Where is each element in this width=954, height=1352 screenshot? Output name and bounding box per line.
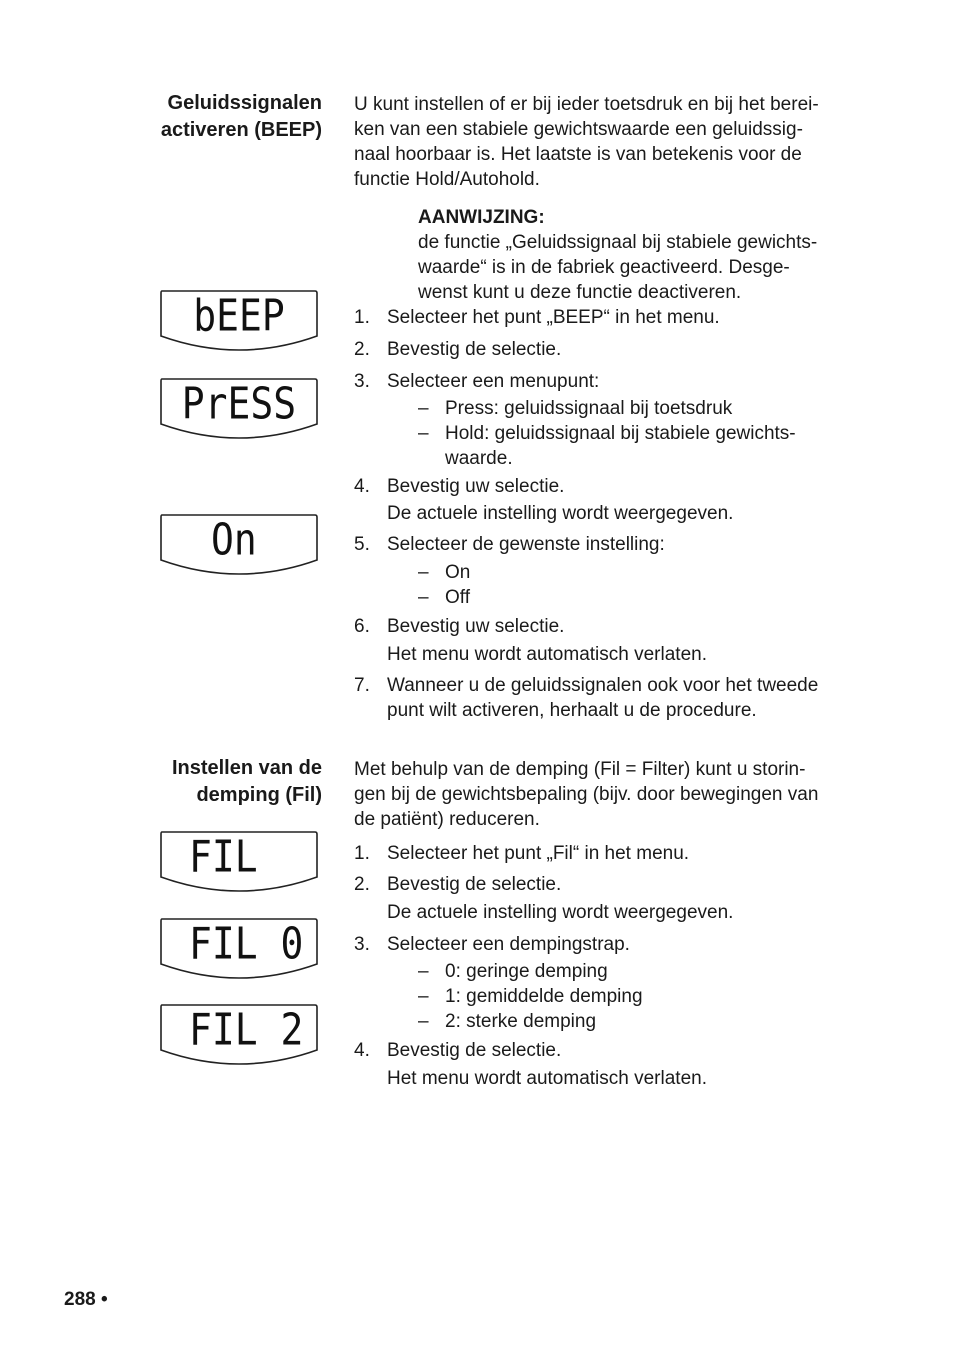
step-line: De actuele instelling wordt weergegeven.: [387, 503, 734, 524]
step-line: De actuele instelling wordt weergegeven.: [387, 902, 734, 923]
step-text: [387, 872, 847, 925]
option-text: 0: geringe demping: [445, 961, 608, 982]
step-number: 1.: [354, 307, 370, 328]
lcd-display: [159, 289, 319, 355]
intro-paragraph: [354, 92, 844, 192]
dash: –: [418, 398, 429, 419]
text-line: ken van een stabiele gewichtswaarde een geluidssig-: [354, 119, 803, 140]
step-text: Selecteer de gewenste instelling:: [387, 534, 665, 555]
section-heading-beep: [161, 90, 322, 144]
text-line: gen bij de gewichtsbepaling (bijv. door bewegingen van: [354, 784, 819, 805]
step-number: 6.: [354, 616, 370, 637]
text-line: functie Hold/Autohold.: [354, 169, 540, 190]
step-text: Selecteer het punt „BEEP“ in het menu.: [387, 307, 720, 328]
page-number: 288 •: [64, 1289, 108, 1310]
heading-line: Instellen van de: [171, 757, 322, 779]
option-text: Press: geluidssignaal bij toetsdruk: [445, 398, 733, 419]
text-line: Met behulp van de demping (Fil = Filter) kunt u storin-: [354, 759, 806, 780]
step-line: Bevestig uw selectie.: [387, 616, 565, 637]
lcd-text: FIL 2: [189, 1003, 304, 1056]
step-number: 2.: [354, 339, 370, 360]
lcd-text: On: [211, 513, 257, 566]
note-title: AANWIJZING:: [418, 207, 545, 228]
step-line: Bevestig de selectie.: [387, 1040, 562, 1061]
option-line: waarde.: [445, 448, 513, 469]
option-text: 2: sterke demping: [445, 1011, 597, 1032]
option-line: Hold: geluidssignaal bij stabiele gewichts-: [445, 423, 796, 444]
option-text: [445, 421, 845, 471]
lcd-display: [159, 917, 319, 983]
dash: –: [418, 587, 429, 608]
step-text: [387, 614, 847, 667]
lcd-text: PrESS: [181, 377, 297, 430]
dash: –: [418, 423, 429, 444]
option-text: 1: gemiddelde demping: [445, 986, 643, 1007]
step-text: [387, 474, 847, 526]
step-number: 3.: [354, 371, 370, 392]
step-number: 3.: [354, 934, 370, 955]
step-number: 1.: [354, 843, 370, 864]
step-text: [387, 1038, 847, 1091]
step-line: Wanneer u de geluidssignalen ook voor het tweede: [387, 675, 819, 696]
step-line: punt wilt activeren, herhaalt u de procedure.: [387, 700, 757, 721]
text-line: wenst kunt u deze functie deactiveren.: [418, 282, 742, 303]
heading-line: activeren (BEEP): [160, 119, 322, 141]
option-text: On: [445, 562, 471, 583]
heading-line: Geluidssignalen: [167, 92, 322, 114]
step-text: Selecteer een dempingstrap.: [387, 934, 630, 955]
lcd-display: [159, 513, 319, 579]
text-line: naal hoorbaar is. Het laatste is van betekenis voor de: [354, 144, 802, 165]
text-line: de patiënt) reduceren.: [354, 809, 540, 830]
step-number: 4.: [354, 476, 370, 497]
dash: –: [418, 562, 429, 583]
step-text: Selecteer het punt „Fil“ in het menu.: [387, 843, 690, 864]
section-heading-fil: [172, 755, 322, 809]
note-block: [418, 205, 838, 305]
dash: –: [418, 986, 429, 1007]
step-line: Het menu wordt automatisch verlaten.: [387, 644, 707, 665]
dash: –: [418, 961, 429, 982]
lcd-display: [159, 1003, 319, 1069]
lcd-text: FIL 0: [189, 917, 304, 970]
step-number: 4.: [354, 1040, 370, 1061]
step-text: Bevestig de selectie.: [387, 339, 562, 360]
step-number: 7.: [354, 675, 370, 696]
text-line: de functie „Geluidssignaal bij stabiele gewichts-: [418, 232, 818, 253]
step-number: 2.: [354, 874, 370, 895]
intro-paragraph: [354, 757, 844, 832]
heading-line: demping (Fil): [196, 784, 322, 806]
lcd-display: [159, 830, 319, 896]
step-line: Bevestig de selectie.: [387, 874, 562, 895]
text-line: U kunt instellen of er bij ieder toetsdruk en bij het berei-: [354, 94, 819, 115]
step-number: 5.: [354, 534, 370, 555]
lcd-text: FIL: [189, 830, 258, 883]
step-line: Het menu wordt automatisch verlaten.: [387, 1068, 707, 1089]
step-text: [387, 673, 847, 723]
lcd-display: [159, 377, 319, 443]
option-text: Off: [445, 587, 470, 608]
lcd-text: bEEP: [193, 289, 285, 342]
step-text: Selecteer een menupunt:: [387, 371, 600, 392]
step-line: Bevestig uw selectie.: [387, 476, 565, 497]
text-line: waarde“ is in de fabriek geactiveerd. Desge-: [418, 257, 790, 278]
dash: –: [418, 1011, 429, 1032]
